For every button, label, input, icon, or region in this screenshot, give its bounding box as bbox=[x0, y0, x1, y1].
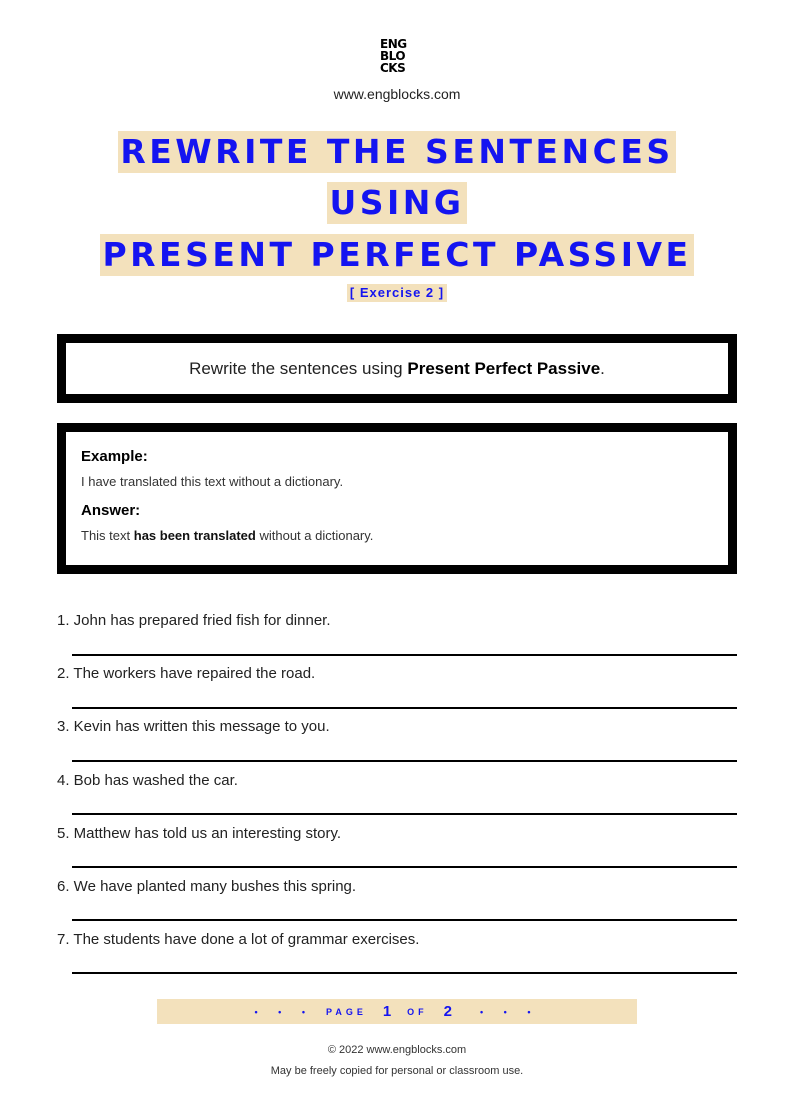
question-3: 3. Kevin has written this message to you. bbox=[57, 718, 330, 735]
pager-dots-right: • • • bbox=[480, 1006, 540, 1017]
title-text: PRESENT PERFECT PASSIVE bbox=[102, 235, 692, 274]
logo-line: ENG bbox=[380, 37, 407, 51]
instruction-suffix: . bbox=[600, 358, 605, 378]
instruction-box bbox=[57, 334, 737, 403]
answer-bold: has been translated bbox=[133, 528, 256, 543]
answer-line-4[interactable] bbox=[72, 813, 737, 815]
answer-line-3[interactable] bbox=[72, 760, 737, 762]
question-6: 6. We have planted many bushes this spring. bbox=[57, 878, 357, 895]
example-label: Example: bbox=[81, 448, 148, 465]
instruction-bold: Present Perfect Passive bbox=[407, 358, 601, 378]
question-4: 4. Bob has washed the car. bbox=[57, 772, 238, 789]
answer-line-7[interactable] bbox=[72, 972, 737, 974]
question-2: 2. The workers have repaired the road. bbox=[57, 665, 316, 682]
question-5: 5. Matthew has told us an interesting story. bbox=[57, 825, 342, 842]
pager-dots-left: • • • bbox=[254, 1006, 314, 1017]
title-line-2 bbox=[0, 182, 794, 224]
logo-line: CKS bbox=[380, 61, 406, 75]
example-box bbox=[57, 423, 737, 574]
answer-line-5[interactable] bbox=[72, 866, 737, 868]
answer-prefix: This text bbox=[81, 528, 134, 543]
answer-sentence bbox=[81, 528, 713, 544]
pager-of-word: OF bbox=[407, 1006, 428, 1017]
answer-line-1[interactable] bbox=[72, 654, 737, 656]
site-url[interactable]: www.engblocks.com bbox=[333, 86, 461, 102]
instruction-prefix: Rewrite the sentences using bbox=[189, 358, 408, 378]
title-line-1 bbox=[0, 131, 794, 173]
engblocks-logo bbox=[380, 38, 414, 74]
copyright: © 2022 www.engblocks.com bbox=[327, 1044, 467, 1056]
exercise-label bbox=[0, 284, 794, 302]
answer-label: Answer: bbox=[81, 502, 141, 519]
title-text: USING bbox=[329, 183, 465, 222]
answer-line-6[interactable] bbox=[72, 919, 737, 921]
question-1: 1. John has prepared fried fish for dinner. bbox=[57, 612, 331, 629]
answer-suffix: without a dictionary. bbox=[255, 528, 374, 543]
usage-note: May be freely copied for personal or classroom use. bbox=[270, 1065, 524, 1077]
title-line-3 bbox=[0, 234, 794, 276]
pager-total: 2 bbox=[443, 1003, 453, 1020]
pager-current: 1 bbox=[382, 1003, 392, 1020]
question-7: 7. The students have done a lot of grammar exercises. bbox=[57, 931, 420, 948]
page-indicator bbox=[157, 999, 637, 1024]
logo-line: BLO bbox=[380, 49, 406, 63]
exercise-text: [ Exercise 2 ] bbox=[347, 284, 447, 302]
pager-page-word: PAGE bbox=[325, 1006, 367, 1017]
answer-line-2[interactable] bbox=[72, 707, 737, 709]
example-sentence: I have translated this text without a dictionary. bbox=[81, 474, 344, 489]
title-text: REWRITE THE SENTENCES bbox=[120, 132, 674, 171]
instruction-text bbox=[189, 359, 605, 379]
